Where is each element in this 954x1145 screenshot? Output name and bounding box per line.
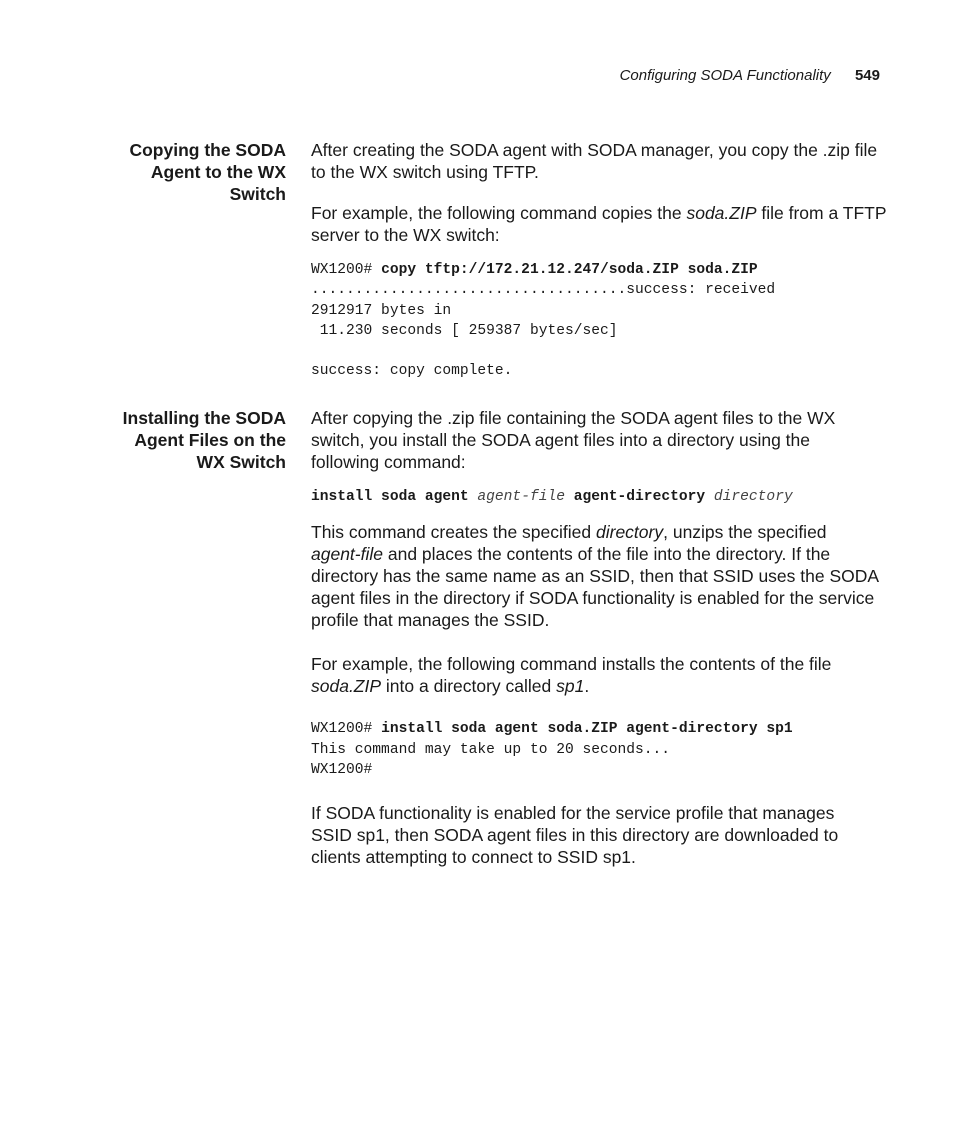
text-line: directory has the same name as an SSID, then that SSID uses the SODA [311, 566, 880, 587]
cli-prompt: WX1200# [311, 262, 382, 278]
code-line: WX1200# [311, 761, 373, 778]
text-line: This command creates the specified directory, unzips the specified [311, 522, 827, 543]
code-line [311, 260, 891, 280]
code-line: 11.230 seconds [ 259387 bytes/sec] [311, 322, 618, 339]
syntax-line [311, 487, 891, 507]
command-syntax [311, 487, 891, 507]
text-line: agent files in the directory if SODA functionality is enabled for the service [311, 588, 875, 609]
text-line: soda.ZIP into a directory called sp1. [311, 676, 590, 697]
code-line [311, 719, 891, 739]
section-heading-installing-soda-agent [90, 407, 286, 473]
paragraph-example [311, 653, 891, 697]
code-line: This command may take up to 20 seconds... [311, 741, 671, 758]
text-line: profile that manages the SSID. [311, 610, 550, 631]
code-block-install-command [311, 719, 891, 780]
text-line: SSID sp1, then SODA agent files in this directory are downloaded to [311, 825, 839, 846]
text-line: For example, the following command installs the contents of the file [311, 654, 832, 675]
heading-line: Agent to the WX [150, 162, 286, 182]
cli-command: install soda agent soda.ZIP agent-directory sp1 [381, 721, 793, 738]
code-line: ....................................success: received [311, 282, 776, 299]
text-line: If SODA functionality is enabled for the service profile that manages [311, 803, 835, 824]
text-line: switch, you install the SODA agent files into a directory using the [311, 430, 811, 450]
text-line: agent-file and places the contents of the file into the directory. If the [311, 544, 831, 565]
section-body-installing-soda-agent [311, 407, 891, 868]
heading-line: Installing the SODA [122, 408, 286, 428]
syntax-argument: directory [713, 489, 793, 505]
syntax-argument: agent-file [477, 489, 565, 505]
code-line: 2912917 bytes in [311, 302, 452, 319]
text-line: to the WX switch using TFTP. [311, 162, 539, 182]
heading-line: Copying the SODA [129, 140, 286, 160]
cli-prompt: WX1200# [311, 721, 382, 738]
text-line: After creating the SODA agent with SODA manager, you copy the .zip file [311, 140, 878, 160]
code-line [311, 341, 891, 361]
syntax-keyword: agent-directory [573, 489, 706, 505]
text-line: After copying the .zip file containing the SODA agent files to the WX [311, 408, 836, 428]
syntax-keyword: install soda agent [311, 489, 469, 505]
filename-italic: soda.ZIP [686, 203, 757, 223]
page-number: 549 [854, 67, 880, 84]
section-body-copying-soda-agent [311, 139, 891, 382]
heading-line: Switch [229, 184, 286, 204]
text-line: For example, the following command copies the soda.ZIP file from a TFTP [311, 203, 887, 223]
paragraph-explanation [311, 521, 891, 631]
cli-command: copy tftp://172.21.12.247/soda.ZIP soda.ZIP [381, 262, 758, 278]
paragraph-intro [311, 407, 891, 473]
running-header-title: Configuring SODA Functionality [619, 67, 831, 84]
section-heading-copying-soda-agent [90, 139, 286, 205]
paragraph-conclusion [311, 802, 891, 868]
code-line: success: copy complete. [311, 363, 513, 380]
heading-line: WX Switch [196, 452, 286, 472]
text-line: server to the WX switch: [311, 225, 500, 245]
heading-line: Agent Files on the [134, 430, 286, 450]
code-block-copy-command [311, 260, 891, 382]
running-header [620, 66, 880, 86]
paragraph-example [311, 202, 891, 246]
text-line: clients attempting to connect to SSID sp1. [311, 847, 636, 868]
text-line: following command: [311, 452, 466, 472]
paragraph-intro [311, 139, 891, 183]
